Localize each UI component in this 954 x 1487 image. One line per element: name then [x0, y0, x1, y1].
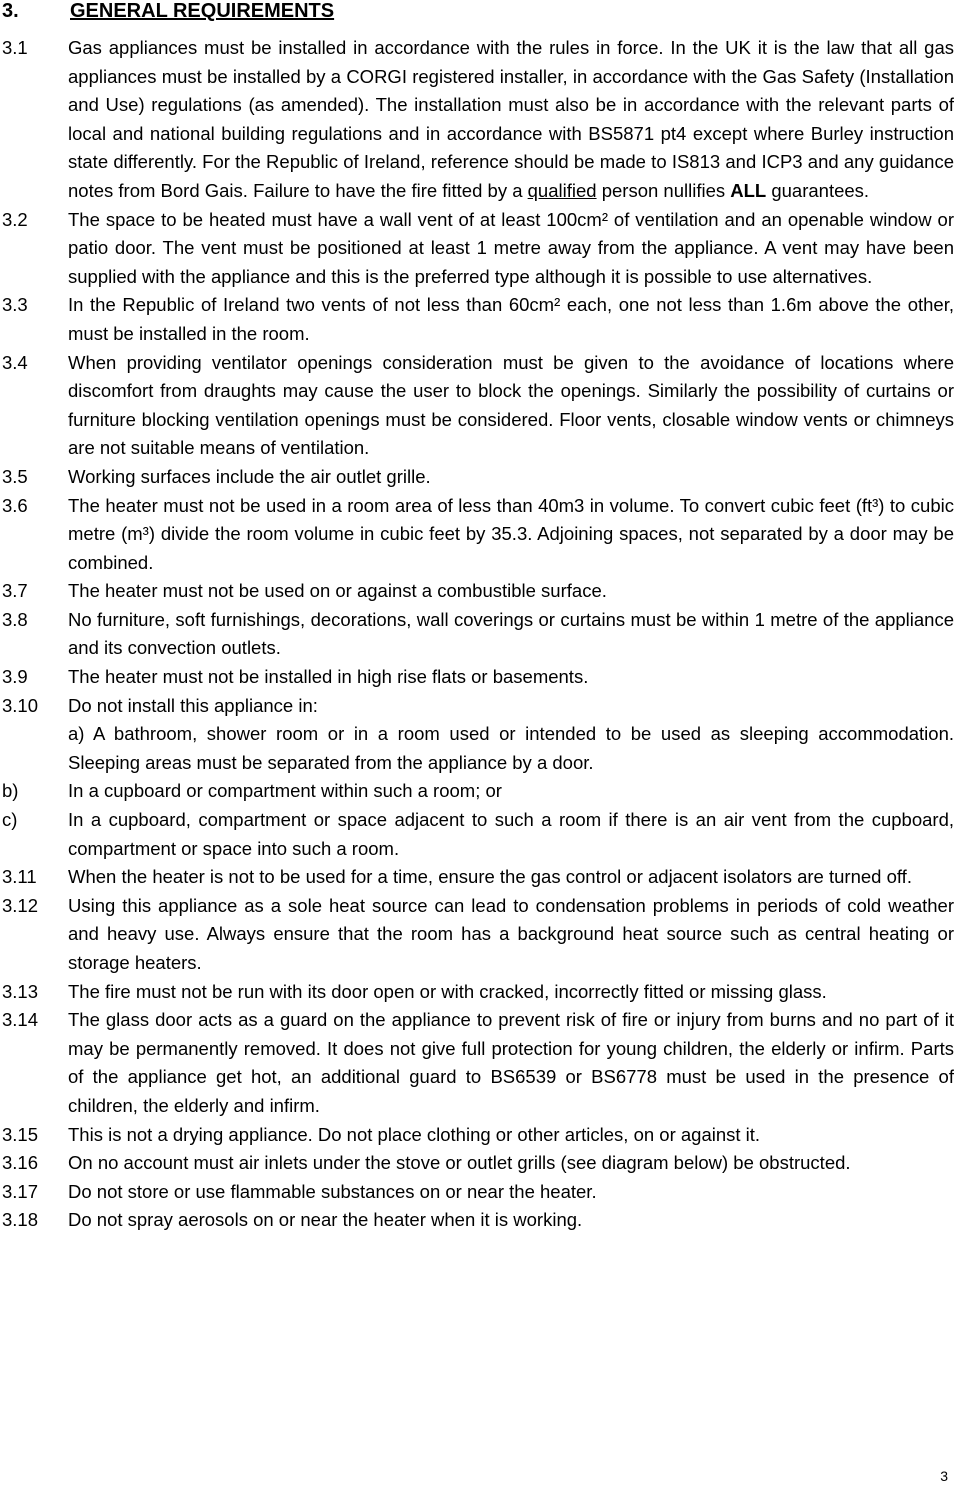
qualified-underlined: qualified: [527, 179, 597, 201]
item-number: 3.2: [2, 208, 28, 230]
item-number: 3.14: [2, 1009, 39, 1031]
requirement-3-13: [0, 978, 954, 1007]
item-text: Gas appliances must be installed in accordance with the rules in force. In the UK it is the law that all gas appliances must be installed by a CORGI registered installer, in accordance with the Gas Safety (Installation and Use) regulations (as amended). The installation must also be in accordance with the relevant parts of local and national building regulations and in accordance with BS5871 pt4 except where Burley instruction state differently. For the Republic of Ireland, reference should be made to IS813 and ICP3 and any guidance notes from Bord Gais. Failure to have the fire fitted by a qualified person nullifies ALL guarantees.: [68, 37, 954, 201]
requirement-3-17: [0, 1178, 954, 1207]
item-number: 3.13: [2, 980, 39, 1002]
item-number: 3.11: [2, 866, 37, 888]
requirement-3-15: [0, 1121, 954, 1150]
requirement-3-4: [0, 349, 954, 463]
item-text: The heater must not be installed in high rise flats or basements.: [68, 666, 589, 688]
requirement-3-10-b: [0, 777, 954, 806]
requirement-3-3: [0, 291, 954, 348]
item-number: 3.3: [2, 294, 28, 316]
page-number: 3: [940, 1468, 948, 1484]
item-text: In the Republic of Ireland two vents of not less than 60cm² each, one not less than 1.6m above the other, must be installed in the room.: [68, 294, 954, 344]
item-number: b): [2, 780, 19, 802]
item-number: 3.16: [2, 1152, 39, 1174]
section-title: GENERAL REQUIREMENTS: [70, 0, 335, 22]
item-text: The fire must not be run with its door open or with cracked, incorrectly fitted or missing glass.: [68, 980, 827, 1002]
item-text: When the heater is not to be used for a time, ensure the gas control or adjacent isolators are turned off.: [68, 866, 912, 888]
requirement-3-11: [0, 863, 954, 892]
item-text: Do not store or use flammable substances on or near the heater.: [68, 1180, 597, 1202]
item-text: When providing ventilator openings consideration must be given to the avoidance of locations where discomfort from draughts may cause the user to block the openings. Similarly the possibility of curtains or furniture blocking ventilation openings must be considered. Floor vents, closable window vents or chimneys are not suitable means of ventilation.: [68, 351, 954, 459]
requirement-3-9: [0, 663, 954, 692]
item-number: 3.4: [2, 351, 28, 373]
item-text: The heater must not be used on or against a combustible surface.: [68, 580, 607, 602]
item-number: 3.9: [2, 666, 28, 688]
item-text: Do not install this appliance in:: [68, 694, 318, 716]
item-number: 3.15: [2, 1123, 39, 1145]
requirement-3-5: [0, 463, 954, 492]
section-number: 3.: [2, 0, 19, 22]
section-heading: [2, 0, 334, 24]
requirement-3-10-c: [0, 806, 954, 863]
requirement-3-2: [0, 206, 954, 292]
item-text: Using this appliance as a sole heat source can lead to condensation problems in periods of cold weather and heavy use. Always ensure that the room has a background heat source such as central heating or storage heaters.: [68, 894, 954, 973]
item-text: No furniture, soft furnishings, decorations, wall coverings or curtains must be within 1 metre of the appliance and its convection outlets.: [68, 608, 954, 659]
item-text: The heater must not be used in a room area of less than 40m3 in volume. To convert cubic feet (ft³) to cubic metre (m³) divide the room volume in cubic feet by 35.3. Adjoining spaces, not separated by a door may be combined.: [68, 494, 954, 573]
item-number: 3.10: [2, 694, 39, 716]
item-text: a) A bathroom, shower room or in a room used or intended to be used as sleeping accommodation. Sleeping areas must be separated from the appliance by a door.: [68, 723, 954, 773]
item-text: Working surfaces include the air outlet grille.: [68, 465, 431, 487]
requirement-3-12: [0, 892, 954, 978]
item-text: This is not a drying appliance. Do not place clothing or other articles, on or against it.: [68, 1123, 761, 1145]
requirement-3-6: [0, 492, 954, 578]
item-text: In a cupboard or compartment within such a room; or: [68, 780, 502, 802]
item-text: The glass door acts as a guard on the appliance to prevent risk of fire or injury from burns and no part of it may be permanently removed. It does not give full protection for young children, the elderly or infirm. Parts of the appliance get hot, an additional guard to BS6539 or BS6778 must be used in the presence of children, the elderly and infirm.: [68, 1009, 954, 1116]
item-number: 3.1: [2, 37, 28, 58]
item-text: Do not spray aerosols on or near the heater when it is working.: [68, 1209, 583, 1231]
requirements-list: [0, 34, 954, 1235]
item-number: 3.6: [2, 494, 28, 516]
requirement-3-8: [0, 606, 954, 663]
item-text: On no account must air inlets under the stove or outlet grills (see diagram below) be obstructed.: [68, 1152, 851, 1174]
item-number: 3.7: [2, 580, 28, 602]
item-text: In a cupboard, compartment or space adjacent to such a room if there is an air vent from the cupboard, compartment or space into such a room.: [68, 809, 954, 859]
item-number: c): [2, 809, 18, 831]
item-number: 3.18: [2, 1209, 39, 1231]
requirement-3-18: [0, 1206, 954, 1235]
requirement-3-10: [0, 692, 954, 721]
requirement-3-1: [0, 34, 954, 206]
item-text: The space to be heated must have a wall vent of at least 100cm² of ventilation and an openable window or patio door. The vent must be positioned at least 1 metre away from the appliance. A vent may have been supplied with the appliance and this is the preferred type although it is possible to use alternatives.: [68, 208, 954, 287]
item-number: 3.17: [2, 1180, 39, 1202]
requirement-3-14: [0, 1006, 954, 1120]
item-number: 3.8: [2, 608, 28, 630]
requirement-3-10-a: [0, 720, 954, 777]
item-number: 3.12: [2, 894, 39, 916]
requirement-3-16: [0, 1149, 954, 1178]
all-bold: ALL: [730, 179, 767, 201]
item-number: 3.5: [2, 465, 28, 487]
requirement-3-7: [0, 577, 954, 606]
